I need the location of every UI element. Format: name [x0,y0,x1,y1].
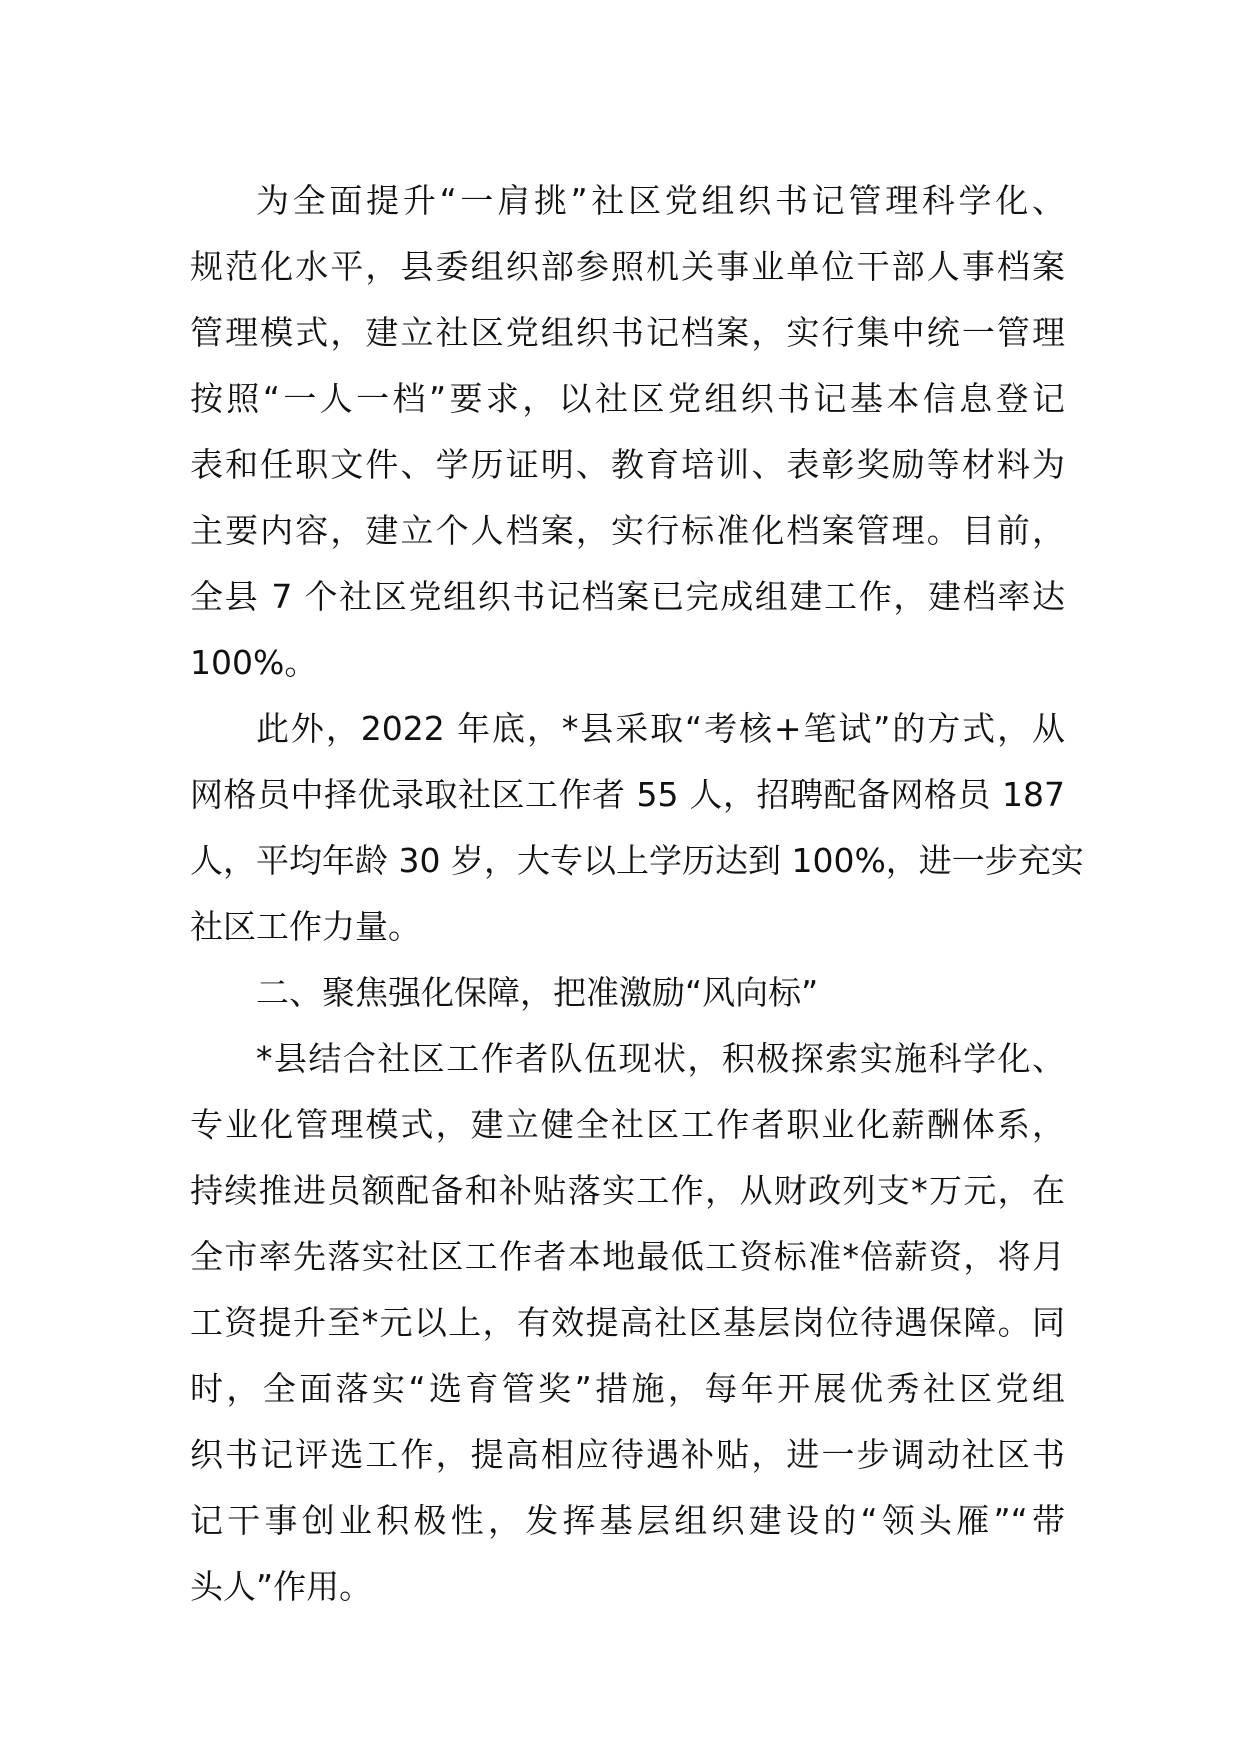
text-line: 主要内容，建立个人档案，实行标准化档案管理。目前， [190,511,1065,550]
text-line: 工资提升至*元以上，有效提高社区基层岗位待遇保障。同 [190,1303,1065,1342]
text-line: 按照“一人一档”要求，以社区党组织书记基本信息登记 [190,379,1065,418]
text-line: 全市率先落实社区工作者本地最低工资标准*倍薪资，将月 [190,1237,1065,1276]
text-line: 100%。 [190,643,318,682]
text-line: 社区工作力量。 [190,907,421,946]
text-line: 全县 7 个社区党组织书记档案已完成组建工作，建档率达 [190,577,1065,616]
document-body [190,168,1084,1620]
text-line: 头人”作用。 [190,1567,373,1606]
text-line: 专业化管理模式，建立健全社区工作者职业化薪酬体系， [190,1105,1065,1144]
text-line: 时，全面落实“选育管奖”措施，每年开展优秀社区党组 [190,1369,1065,1408]
section-heading [190,960,1065,1026]
text-line: 为全面提升“一肩挑”社区党组织书记管理科学化、 [256,181,1065,220]
text-line: 人，平均年龄 30 岁，大专以上学历达到 100%，进一步充实 [190,841,1084,880]
text-line: 持续推进员额配备和补贴落实工作，从财政列支*万元，在 [190,1171,1065,1210]
paragraph-salary-system [190,1026,1065,1620]
text-line: 记干事创业积极性，发挥基层组织建设的“领头雁”“带 [190,1501,1065,1540]
text-line: 此外，2022 年底，*县采取“考核+笔试”的方式，从 [256,709,1065,748]
paragraph-recruitment [190,696,1084,960]
text-line: *县结合社区工作者队伍现状，积极探索实施科学化、 [256,1039,1065,1078]
text-line: 织书记评选工作，提高相应待遇补贴，进一步调动社区书 [190,1435,1065,1474]
text-line: 表和任职文件、学历证明、教育培训、表彰奖励等材料为 [190,445,1065,484]
text-line: 管理模式，建立社区党组织书记档案，实行集中统一管理 [190,313,1065,352]
text-line: 网格员中择优录取社区工作者 55 人，招聘配备网格员 187 [190,775,1065,814]
section-heading-text: 二、聚焦强化保障，把准激励“风向标” [256,973,819,1012]
paragraph-archive-management [190,168,1065,696]
text-line: 规范化水平，县委组织部参照机关事业单位干部人事档案 [190,247,1065,286]
